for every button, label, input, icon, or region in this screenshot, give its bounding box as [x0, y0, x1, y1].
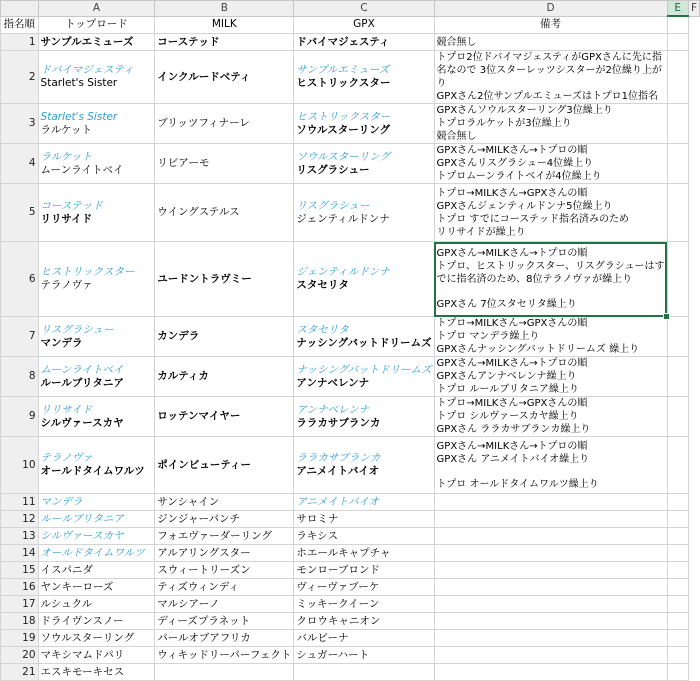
- header-cell-gpx[interactable]: GPX: [294, 16, 434, 34]
- cell-f[interactable]: [667, 494, 688, 511]
- cell-f[interactable]: [667, 242, 688, 317]
- note-line: GPXさん→MILKさん→トプロの順: [436, 145, 588, 156]
- row-number: 21: [1, 664, 39, 681]
- row-number: 9: [1, 397, 39, 437]
- table-row: [1, 494, 700, 511]
- note-line: GPXさん ララカサブランカ繰上り: [436, 424, 591, 435]
- horse-name-text: フォエヴァーダーリング: [157, 529, 272, 542]
- cell-topload[interactable]: [38, 144, 155, 184]
- row-number: 16: [1, 579, 39, 596]
- cell-gpx[interactable]: [294, 144, 434, 184]
- cell-topload[interactable]: [38, 545, 155, 562]
- row-number: 11: [1, 494, 39, 511]
- cell-f[interactable]: [667, 528, 688, 545]
- header-cell-notes[interactable]: 備考: [434, 16, 667, 34]
- previous-pick-text: ソウルスターリング: [296, 150, 391, 163]
- cell-f[interactable]: [667, 104, 688, 144]
- horse-name-text: パールオブアフリカ: [157, 631, 251, 644]
- cell-notes[interactable]: [434, 144, 667, 184]
- previous-pick-text: スタセリタ: [296, 323, 349, 336]
- cell-gpx[interactable]: [294, 545, 434, 562]
- cell-milk[interactable]: [155, 397, 294, 437]
- cell-topload[interactable]: [38, 242, 155, 317]
- horse-name-text: モンローブロンド: [296, 563, 380, 576]
- horse-name-text: アニメイトバイオ: [296, 465, 380, 477]
- table-row: [1, 511, 700, 528]
- note-line: トプロムーンライトベイが4位繰上り: [436, 171, 602, 182]
- cell-notes[interactable]: [434, 51, 667, 104]
- select-all-corner[interactable]: [1, 1, 39, 17]
- horse-name-text: ラキシス: [296, 529, 338, 542]
- cell-topload[interactable]: [38, 562, 155, 579]
- horse-name-text: ディーズプラネット: [157, 614, 251, 627]
- table-row: [1, 242, 700, 317]
- cell-f[interactable]: [667, 647, 688, 664]
- cell-gpx[interactable]: [294, 528, 434, 545]
- cell-gpx[interactable]: [294, 630, 434, 647]
- horse-name-text: ジェンティルドンナ: [296, 212, 390, 225]
- horse-name-text: マキシマムドパリ: [40, 648, 125, 661]
- horse-name-text: アルアリングスター: [157, 546, 251, 559]
- horse-name-text: ナッシングバットドリームズ: [296, 336, 432, 349]
- horse-name-text: ラルケット: [40, 123, 92, 136]
- note-line: トプロ2位ドバイマジェスティがGPXさんに先に指: [436, 52, 662, 63]
- cell-f[interactable]: [667, 184, 688, 242]
- horse-name-text: ジンジャーパンチ: [157, 512, 241, 525]
- previous-pick-text: ナッシングバットドリームズ: [296, 363, 432, 376]
- cell-notes[interactable]: [434, 613, 667, 630]
- horse-name-text: カンデラ: [157, 330, 200, 342]
- cell-f[interactable]: [667, 511, 688, 528]
- cell-notes[interactable]: [434, 545, 667, 562]
- table-row: [1, 664, 700, 681]
- cell-notes[interactable]: [434, 630, 667, 647]
- note-line: GPXさん2位サンプルエミューズはトプロ1位指名: [436, 91, 659, 102]
- cell-gpx[interactable]: [294, 664, 434, 681]
- cell-topload[interactable]: [38, 34, 155, 51]
- column-header-e[interactable]: E: [667, 1, 688, 17]
- previous-pick-text: ララカサブランカ: [296, 452, 381, 464]
- cell-notes[interactable]: [434, 104, 667, 144]
- horse-name-text: ソウルスターリング: [40, 631, 135, 644]
- cell-f[interactable]: [667, 630, 688, 647]
- cell-milk[interactable]: [155, 184, 294, 242]
- horse-name-text: ドバイマジェスティ: [296, 35, 390, 48]
- table-row: [1, 51, 700, 104]
- table-row: [1, 34, 700, 51]
- table-row: [1, 184, 700, 242]
- cell-milk[interactable]: [155, 437, 294, 494]
- row-number: 1: [1, 34, 39, 51]
- cell-gpx[interactable]: [294, 104, 434, 144]
- cell-milk[interactable]: [155, 562, 294, 579]
- cell-gpx[interactable]: [294, 317, 434, 357]
- cell-topload[interactable]: [38, 579, 155, 596]
- note-line: トプロ→MILKさん→GPXさんの順: [436, 398, 588, 409]
- previous-pick-text: マンデラ: [40, 495, 83, 508]
- row-number: 7: [1, 317, 39, 357]
- row-number: 13: [1, 528, 39, 545]
- cell-milk[interactable]: [155, 647, 294, 664]
- table-row: [1, 317, 700, 357]
- column-header-row: [1, 1, 700, 17]
- cell-f[interactable]: [667, 613, 688, 630]
- note-line: 競合無し: [436, 131, 477, 142]
- table-row: [1, 437, 700, 494]
- cell-gpx[interactable]: [294, 596, 434, 613]
- table-row: [1, 630, 700, 647]
- cell-topload[interactable]: [38, 630, 155, 647]
- cell-gpx[interactable]: [294, 184, 434, 242]
- cell-topload[interactable]: [38, 596, 155, 613]
- table-row: [1, 579, 700, 596]
- cell-f[interactable]: [667, 545, 688, 562]
- cell-gpx[interactable]: [294, 437, 434, 494]
- cell-notes[interactable]: [434, 494, 667, 511]
- table-row: [1, 528, 700, 545]
- note-line: GPXさんソウルスターリング3位繰上り: [436, 105, 613, 116]
- cell-notes[interactable]: [434, 647, 667, 664]
- column-header-d[interactable]: D: [434, 1, 667, 17]
- cell-gpx[interactable]: [294, 397, 434, 437]
- previous-pick-text: アンナベレンナ: [296, 403, 370, 416]
- cell-f[interactable]: [667, 51, 688, 104]
- header-cell-pick-order[interactable]: 指名順: [1, 16, 39, 34]
- horse-name-text: インクルードベティ: [157, 70, 251, 83]
- cell-gpx[interactable]: [294, 494, 434, 511]
- cell-topload[interactable]: [38, 184, 155, 242]
- note-line: リリサイドが繰上り: [436, 226, 526, 238]
- horse-name-text: スウィートリーズン: [157, 563, 251, 576]
- cell-notes[interactable]: [434, 184, 667, 242]
- cell-milk[interactable]: [155, 613, 294, 630]
- column-header-b[interactable]: B: [155, 1, 294, 17]
- cell-milk[interactable]: [155, 34, 294, 51]
- note-line: 競合無し: [436, 36, 477, 48]
- horse-name-text: ルシュクル: [40, 597, 93, 610]
- horse-name-text: マルシアーノ: [157, 597, 220, 610]
- cell-milk[interactable]: [155, 104, 294, 144]
- cell-gpx[interactable]: [294, 647, 434, 664]
- previous-pick-text: サンプルエミューズ: [296, 64, 390, 76]
- cell-notes[interactable]: [434, 397, 667, 437]
- horse-name-text: ヒストリックスター: [296, 77, 391, 89]
- cell-milk[interactable]: [155, 144, 294, 184]
- cell-milk[interactable]: [155, 317, 294, 357]
- horse-name-text: ホエールキャプチャ: [296, 546, 391, 559]
- note-line: GPXさんナッシングバットドリームズ 繰上り: [436, 344, 640, 355]
- cell-f[interactable]: [667, 357, 688, 397]
- horse-name-text: ロッテンマイヤー: [157, 410, 241, 422]
- previous-pick-text: ムーンライトベイ: [40, 363, 124, 376]
- cell-f[interactable]: [667, 664, 688, 681]
- cell-notes[interactable]: [434, 528, 667, 545]
- cell-topload[interactable]: [38, 397, 155, 437]
- cell-f[interactable]: [667, 437, 688, 494]
- cell-milk[interactable]: [155, 630, 294, 647]
- row-number: 18: [1, 613, 39, 630]
- previous-pick-text: ヒストリックスター: [296, 110, 391, 123]
- table-row: [1, 647, 700, 664]
- note-line: トプロ→MILKさん→GPXさんの順: [436, 318, 588, 329]
- cell-topload[interactable]: [38, 494, 155, 511]
- cell-f[interactable]: [667, 144, 688, 184]
- note-line: でに指名済のため、8位テラノヴァが繰上り: [436, 274, 633, 285]
- fill-handle[interactable]: [663, 313, 670, 320]
- table-row: [1, 144, 700, 184]
- cell-f-header[interactable]: [667, 16, 688, 34]
- note-line: 名なので 3位スターレッツシスターが2位繰り上が: [436, 65, 662, 76]
- row-number: 4: [1, 144, 39, 184]
- cell-gpx[interactable]: [294, 613, 434, 630]
- table-row: [1, 613, 700, 630]
- previous-pick-text: リスグラシュー: [296, 199, 370, 212]
- horse-name-text: エスキモーキセス: [40, 665, 125, 678]
- horse-name-text: シルヴァースカヤ: [40, 416, 124, 429]
- horse-name-text: テラノヴァ: [40, 279, 93, 291]
- previous-pick-text: シルヴァースカヤ: [40, 529, 124, 542]
- previous-pick-text: オールドタイムワルツ: [40, 546, 145, 559]
- horse-name-text: コーステッド: [157, 35, 220, 48]
- previous-pick-text: テラノヴァ: [40, 452, 93, 464]
- row-number: 10: [1, 437, 39, 494]
- table-row: [1, 104, 700, 144]
- cell-milk[interactable]: [155, 596, 294, 613]
- note-line: トプロ、ヒストリックスター、リスグラシューはす: [436, 261, 665, 272]
- cell-notes[interactable]: [434, 317, 667, 357]
- cell-topload[interactable]: [38, 104, 155, 144]
- cell-topload[interactable]: [38, 357, 155, 397]
- note-line: トプロ すでにコーステッド指名済みのため: [436, 213, 630, 225]
- horse-name-text: ドライヴンスノー: [40, 614, 124, 627]
- row-number: 5: [1, 184, 39, 242]
- cell-milk[interactable]: [155, 579, 294, 596]
- cell-notes[interactable]: [434, 562, 667, 579]
- row-number: 20: [1, 647, 39, 664]
- cell-topload[interactable]: [38, 664, 155, 681]
- horse-name-text: ソウルスターリング: [296, 123, 391, 136]
- cell-milk[interactable]: [155, 664, 294, 681]
- cell-milk[interactable]: [155, 528, 294, 545]
- previous-pick-text: ラルケット: [40, 150, 92, 163]
- horse-name-text: サンシャイン: [157, 495, 220, 508]
- note-line: GPXさん→MILKさん→トプロの順: [436, 358, 588, 369]
- cell-f[interactable]: [667, 317, 688, 357]
- cell-milk[interactable]: [155, 511, 294, 528]
- horse-name-text: ポインビューティー: [157, 458, 251, 471]
- column-header-a[interactable]: A: [38, 1, 155, 17]
- cell-notes[interactable]: [434, 596, 667, 613]
- cell-notes[interactable]: [434, 357, 667, 397]
- horse-name-text: スタセリタ: [296, 279, 349, 291]
- table-row: [1, 397, 700, 437]
- row-number: 19: [1, 630, 39, 647]
- cell-f[interactable]: [667, 596, 688, 613]
- cell-topload[interactable]: [38, 437, 155, 494]
- horse-name-text: リリサイド: [40, 212, 93, 225]
- previous-pick-text: ドバイマジェスティ: [40, 64, 134, 76]
- previous-pick-text: ジェンティルドンナ: [296, 266, 390, 278]
- horse-name-text: マンデラ: [40, 336, 83, 349]
- active-cell-notes[interactable]: [434, 242, 667, 317]
- cell-f[interactable]: [667, 397, 688, 437]
- row-number: 12: [1, 511, 39, 528]
- cell-topload[interactable]: [38, 511, 155, 528]
- horse-name-text: ララカサブランカ: [296, 416, 381, 429]
- cell-milk[interactable]: [155, 242, 294, 317]
- header-cell-topload[interactable]: トップロード: [38, 16, 155, 34]
- cell-gpx[interactable]: [294, 579, 434, 596]
- horse-name-text: ウイングステルス: [157, 206, 240, 218]
- note-line: GPXさん→MILKさん→トプロの順: [436, 440, 588, 452]
- row-number: 6: [1, 242, 39, 317]
- row-number: 3: [1, 104, 39, 144]
- cell-gpx[interactable]: [294, 242, 434, 317]
- horse-name-text: シュガーハート: [296, 648, 370, 661]
- cell-notes[interactable]: [434, 437, 667, 494]
- horse-name-text: サンプルエミューズ: [40, 35, 134, 48]
- horse-name-text: カルティカ: [157, 370, 209, 382]
- cell-milk[interactable]: [155, 494, 294, 511]
- note-line: トプロ→MILKさん→GPXさんの順: [436, 187, 588, 199]
- horse-name-text: ミッキークイーン: [296, 597, 380, 610]
- note-line: トプロ オールドタイムワルツ繰上り: [436, 478, 599, 490]
- table-row: [1, 545, 700, 562]
- previous-pick-text: Starlet's Sister: [40, 110, 118, 123]
- note-line: [437, 286, 665, 298]
- row-number: 2: [1, 51, 39, 104]
- horse-name-text: ティズウィンディ: [157, 580, 239, 593]
- previous-pick-text: コーステッド: [40, 199, 103, 212]
- previous-pick-text: ヒストリックスター: [40, 266, 135, 278]
- horse-name-text: ユードントラヴミー: [157, 272, 252, 285]
- note-line: GPXさん アニメイトバイオ繰上り: [436, 453, 590, 465]
- previous-pick-text: アニメイトバイオ: [296, 495, 380, 508]
- previous-pick-text: リスグラシュー: [40, 323, 114, 336]
- note-line: トプロ シルヴァースカヤ繰上り: [436, 411, 579, 422]
- previous-pick-text: リリサイド: [40, 403, 93, 416]
- cell-topload[interactable]: [38, 51, 155, 104]
- horse-name-text: ウィキッドリーパーフェクト: [157, 648, 292, 661]
- horse-name-text: バルビーナ: [296, 631, 349, 644]
- horse-name-text: リビアーモ: [157, 157, 210, 169]
- row-number: 15: [1, 562, 39, 579]
- horse-name-text: クロウキャニオン: [296, 614, 381, 627]
- table-header-row: [1, 16, 700, 34]
- cell-f[interactable]: [667, 34, 688, 51]
- note-line: GPXさん 7位スタセリタ繰上り: [436, 299, 577, 310]
- row-number: 17: [1, 596, 39, 613]
- cell-topload[interactable]: [38, 613, 155, 630]
- horse-name-text: ヴィーヴァブーケ: [296, 580, 380, 593]
- horse-name-text: サロミナ: [296, 512, 339, 525]
- note-line: トプロラルケットが3位繰上り: [436, 118, 572, 129]
- cell-gpx[interactable]: [294, 562, 434, 579]
- cell-gpx[interactable]: [294, 51, 434, 104]
- horse-name-text: ルールブリタニア: [40, 376, 124, 389]
- row-number: 14: [1, 545, 39, 562]
- cell-notes[interactable]: [434, 579, 667, 596]
- cell-milk[interactable]: [155, 545, 294, 562]
- note-line: GPXさんリスグラシュー4位繰上り: [436, 158, 594, 169]
- column-header-f[interactable]: F: [688, 1, 699, 17]
- cell-gpx[interactable]: [294, 357, 434, 397]
- horse-name-text: ヤンキーローズ: [40, 580, 114, 593]
- note-line: トプロ ルールブリタニア繰上り: [436, 384, 579, 395]
- row-number: 8: [1, 357, 39, 397]
- horse-name-text: リスグラシュー: [296, 163, 370, 176]
- cell-notes[interactable]: [434, 664, 667, 681]
- cell-topload[interactable]: [38, 528, 155, 545]
- cell-notes[interactable]: [434, 34, 667, 51]
- note-line: り: [436, 78, 447, 89]
- table-row: [1, 596, 700, 613]
- cell-gpx[interactable]: [294, 511, 434, 528]
- cell-topload[interactable]: [38, 647, 155, 664]
- horse-name-text: アンナベレンナ: [296, 376, 370, 389]
- horse-name-text: Starlet's Sister: [40, 77, 118, 89]
- table-row: [1, 562, 700, 579]
- cell-f[interactable]: [667, 562, 688, 579]
- horse-name-text: ムーンライトベイ: [40, 163, 124, 176]
- header-cell-milk[interactable]: MILK: [155, 16, 294, 34]
- cell-notes[interactable]: [434, 511, 667, 528]
- note-line: [437, 466, 665, 478]
- note-line: GPXさんアンナベレンナ繰上り: [436, 371, 577, 382]
- cell-gpx[interactable]: [294, 34, 434, 51]
- note-line: GPXさんジェンティルドンナ5位繰上り: [436, 200, 613, 212]
- previous-pick-text: ルールブリタニア: [40, 512, 124, 525]
- horse-name-text: イスパニダ: [40, 563, 93, 576]
- cell-milk[interactable]: [155, 357, 294, 397]
- cell-f[interactable]: [667, 579, 688, 596]
- horse-name-text: ブリッツフィナーレ: [157, 117, 250, 129]
- cell-milk[interactable]: [155, 51, 294, 104]
- cell-topload[interactable]: [38, 317, 155, 357]
- column-header-c[interactable]: C: [294, 1, 434, 17]
- note-line: トプロ マンデラ繰上り: [436, 331, 540, 342]
- horse-name-text: オールドタイムワルツ: [40, 465, 145, 477]
- note-line: GPXさん→MILKさん→トプロの順: [436, 248, 588, 259]
- table-row: [1, 357, 700, 397]
